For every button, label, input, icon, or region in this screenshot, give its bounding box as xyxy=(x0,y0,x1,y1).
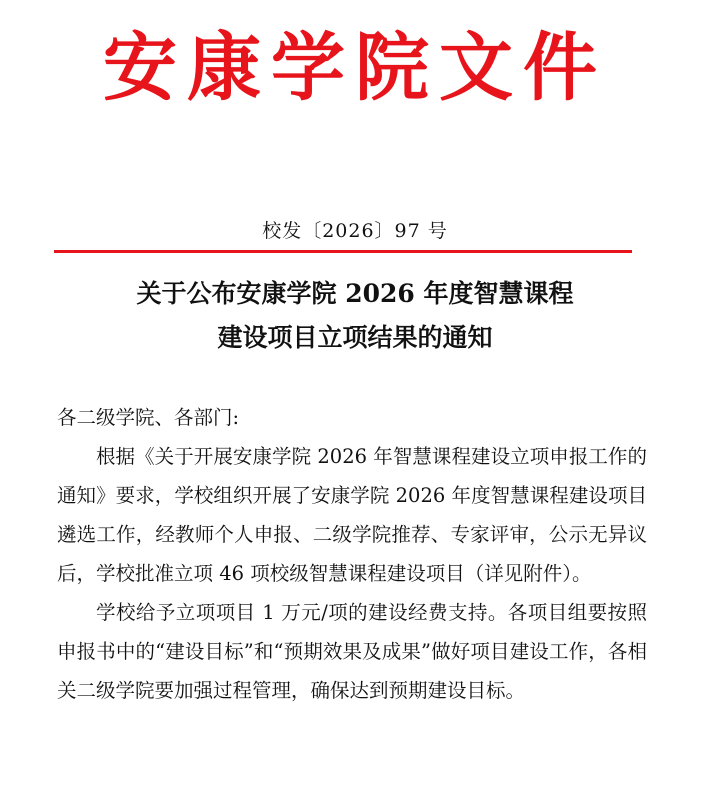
notice-body xyxy=(57,398,647,710)
body-paragraph-1: 根据《关于开展安康学院 2026 年智慧课程建设立项申报工作的通知》要求，学校组织开展了安康学院 2026 年度智慧课程建设项目遴选工作，经教师个人申报、二级学院推荐、专家评审，公示无异议后，学校批准立项 46 项校级智慧课程建设项目（详见附件）。 xyxy=(57,445,647,585)
body-paragraph-2: 学校给予立项项目 1 万元/项的建设经费支持。各项目组要按照申报书中的“建设目标”和“预期效果及成果”做好项目建设工作，各相关二级学院要加强过程管理，确保达到预期建设目标。 xyxy=(57,601,647,702)
salutation: 各二级学院、各部门: xyxy=(57,406,240,429)
masthead-title: 安康学院文件 xyxy=(103,25,607,111)
notice-title-line-2: 建设项目立项结果的通知 xyxy=(217,323,493,352)
notice-title xyxy=(40,272,670,360)
red-divider-line xyxy=(54,250,632,253)
document-number: 校发〔2026〕97 号 xyxy=(262,220,448,242)
notice-title-line-1: 关于公布安康学院 2026 年度智慧课程 xyxy=(136,279,574,308)
